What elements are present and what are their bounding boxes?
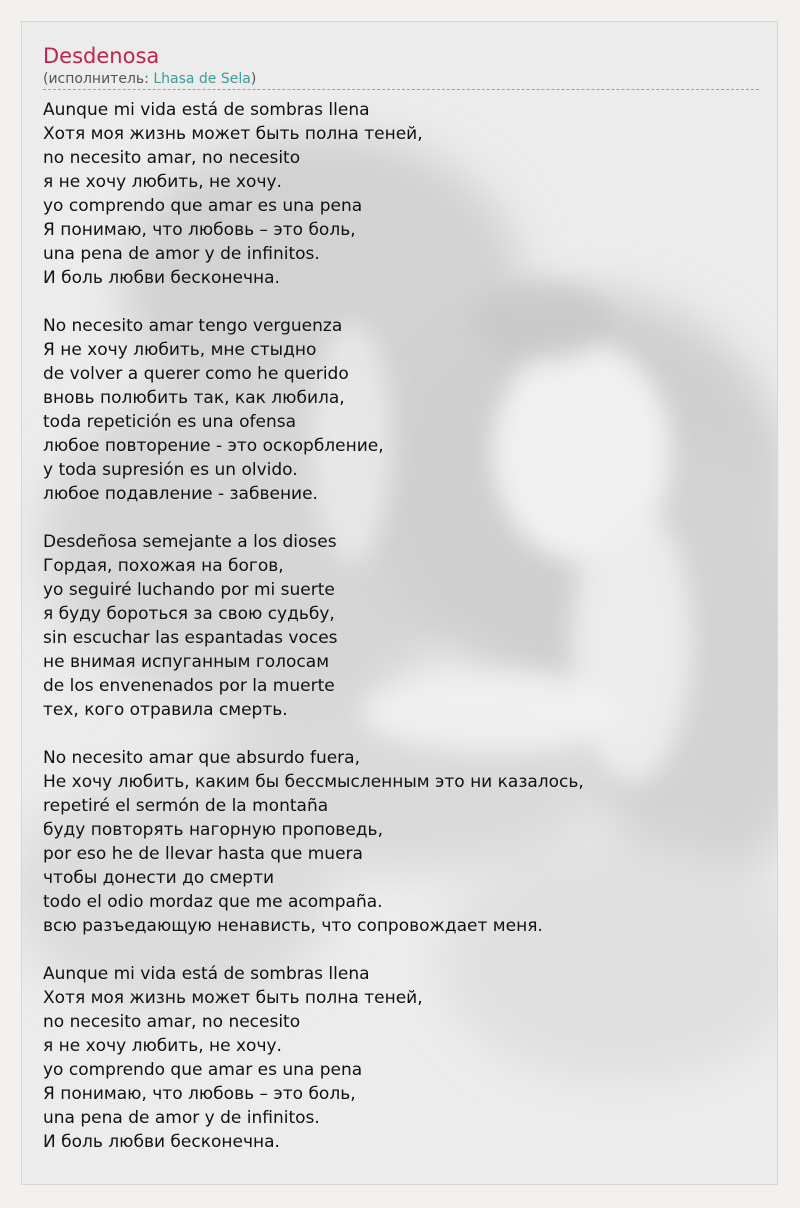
lyric-line: yo comprendo que amar es una pena: [43, 196, 363, 216]
artist-suffix: ): [250, 71, 257, 87]
stanza: [43, 962, 759, 1154]
lyric-line: Не хочу любить, каким бы бессмысленным это ни казалось,: [43, 772, 584, 792]
lyric-line: я буду бороться за свою судьбу,: [43, 604, 335, 624]
lyric-line: вновь полюбить так, как любила,: [43, 388, 345, 408]
lyric-line: я не хочу любить, не хочу.: [43, 1036, 282, 1056]
lyric-line: No necesito amar que absurdo fuera,: [43, 748, 360, 768]
lyric-line: я не хочу любить, не хочу.: [43, 172, 282, 192]
lyric-line: не внимая испуганным голосам: [43, 652, 330, 672]
lyric-line: y toda supresión es un olvido.: [43, 460, 298, 480]
lyric-line: И боль любви бесконечна.: [43, 268, 280, 288]
lyric-line: una pena de amor y de infinitos.: [43, 1108, 320, 1128]
lyric-line: Я понимаю, что любовь – это боль,: [43, 220, 356, 240]
lyric-line: No necesito amar tengo verguenza: [43, 316, 343, 336]
artist-prefix: (исполнитель:: [43, 71, 154, 87]
lyric-line: Гордая, похожая на богов,: [43, 556, 284, 576]
lyric-line: no necesito amar, no necesito: [43, 148, 301, 168]
lyrics-panel: [21, 21, 778, 1185]
lyric-line: Aunque mi vida está de sombras llena: [43, 964, 370, 984]
stanza: [43, 746, 759, 938]
lyric-line: Desdeñosa semejante a los dioses: [43, 532, 337, 552]
lyric-line: yo comprendo que amar es una pena: [43, 1060, 363, 1080]
lyric-line: всю разъедающую ненависть, что сопровождает меня.: [43, 916, 543, 936]
lyric-line: тех, кого отравила смерть.: [43, 700, 288, 720]
lyric-line: por eso he de llevar hasta que muera: [43, 844, 363, 864]
song-title: Desdenosa: [43, 44, 160, 68]
lyric-line: sin escuchar las espantadas voces: [43, 628, 338, 648]
lyric-line: буду повторять нагорную проповедь,: [43, 820, 383, 840]
lyric-line: Я понимаю, что любовь – это боль,: [43, 1084, 356, 1104]
lyric-line: yo seguiré luchando por mi suerte: [43, 580, 335, 600]
stanza: [43, 530, 759, 722]
lyric-line: todo el odio mordaz que me acompaña.: [43, 892, 383, 912]
lyric-line: Хотя моя жизнь может быть полна теней,: [43, 124, 423, 144]
lyric-line: de los envenenados por la muerte: [43, 676, 335, 696]
lyric-line: Aunque mi vida está de sombras llena: [43, 100, 370, 120]
lyric-line: de volver a querer como he querido: [43, 364, 349, 384]
lyric-line: repetiré el sermón de la montaña: [43, 796, 329, 816]
stanza: [43, 314, 759, 506]
lyric-line: И боль любви бесконечна.: [43, 1132, 280, 1152]
lyrics-content: [43, 42, 759, 1178]
lyric-line: Я не хочу любить, мне стыдно: [43, 340, 317, 360]
lyric-line: Хотя моя жизнь может быть полна теней,: [43, 988, 423, 1008]
lyric-line: toda repetición es una ofensa: [43, 412, 297, 432]
stanza: [43, 98, 759, 290]
lyric-line: una pena de amor y de infinitos.: [43, 244, 320, 264]
lyric-line: любое повторение - это оскорбление,: [43, 436, 384, 456]
lyric-line: чтобы донести до смерти: [43, 868, 275, 888]
lyric-line: любое подавление - забвение.: [43, 484, 318, 504]
lyrics-body: [43, 98, 759, 1154]
artist-link[interactable]: Lhasa de Sela: [153, 71, 251, 87]
artist-line: [43, 70, 759, 90]
lyric-line: no necesito amar, no necesito: [43, 1012, 301, 1032]
